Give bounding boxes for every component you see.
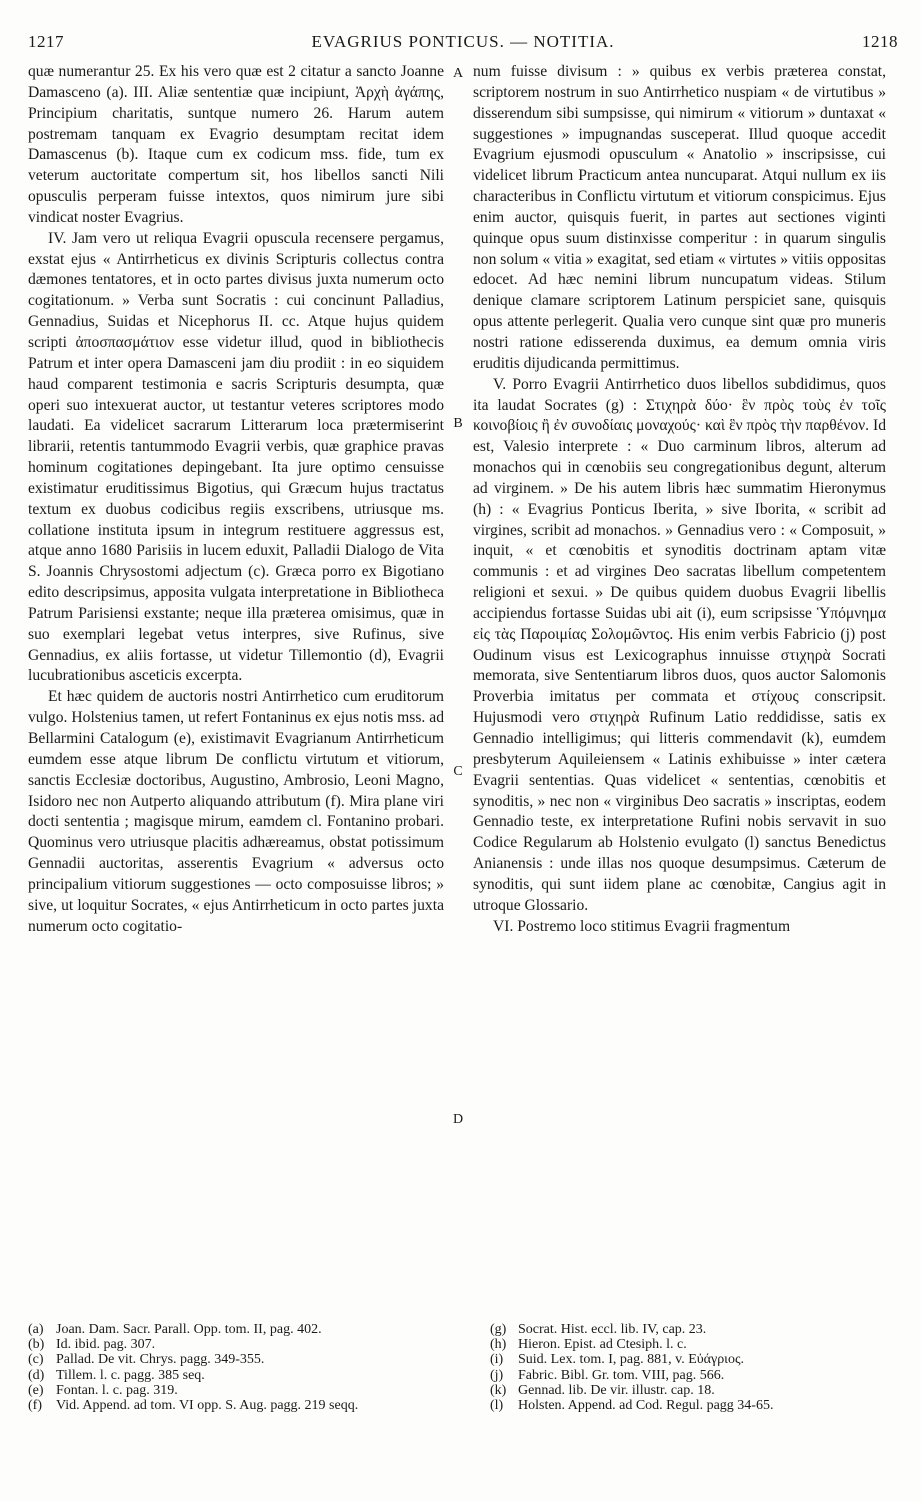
- footnote: [28, 1383, 448, 1398]
- margin-letter-d: D: [452, 1112, 464, 1127]
- footnotes-left: [28, 1322, 448, 1413]
- paragraph: quæ numerantur 25. Ex his vero quæ est 2 citatur a sancto Joanne Damasceno (a). III. Aliæ sententiæ quæ incipiunt, Ἀρχὴ ἀγάπης, Principium charitatis, suntque numero 26. Harum autem postremam tanquam ex Evagrio desumptam recitat idem Damascenus (b). Itaque cum ex codicum mss. fide, tum ex veterum auctoritate compertum sit, hos libellos sancti Nili opusculis perperam fuisse intextos, quos nimirum jure sibi vindicat noster Evagrius.: [28, 63, 444, 226]
- paragraph: Et hæc quidem de auctoris nostri Antirrhetico cum eruditorum vulgo. Holstenius tamen, ut refert Fontaninus ex ejus notis mss. ad Bellarmini Catalogum (e), existimavit Evagrianum Antirrheticum eumdem esse atque librum De conflictu virtutum et vitiorum, sanctis Ecclesiæ doctoribus, Augustino, Ambrosio, Leoni Magno, Isidoro nec non Autperto aliquando attributum (f). Mira plane viri docti sententia ; magisque mirum, eamdem cl. Fontanino probari. Quominus vero utriusque placitis adhæreamus, obstat potissimum Gennadii auctoritas, asserentis Evagrium « adversus octo principalium vitiorum suggestiones — octo composuisse libros; » sive, ut loquitur Socrates, « ejus Antirrheticum in octo partes juxta numerum octo cogitatio-: [28, 688, 444, 935]
- running-title: EVAGRIUS PONTICUS. — NOTITIA.: [311, 32, 615, 51]
- footnote: [490, 1368, 890, 1383]
- footnote: [28, 1352, 448, 1367]
- footnote-text: Pallad. De vit. Chrys. pagg. 349-355.: [56, 1352, 265, 1368]
- footnote: [490, 1383, 890, 1398]
- footnote-text: Fabric. Bibl. Gr. tom. VIII, pag. 566.: [518, 1367, 725, 1383]
- footnote-label: (b): [28, 1337, 45, 1353]
- margin-letter-c: C: [453, 764, 463, 779]
- footnote: [28, 1322, 448, 1337]
- paragraph: IV. Jam vero ut reliqua Evagrii opuscula recensere pergamus, exstat ejus « Antirrheticus ex divinis Scripturis collectus contra dæmones tentatores, et in octo partes divisus juxta numerum octo cogitationum. » Verba sunt Socratis : cui concinunt Palladius, Gennadius, Suidas et Nicephorus II. cc. Atque hujus quidem scripti ἀποσπασμάτιον esse videtur illud, quod in bibliothecis Patrum et inter opera Damasceni jam diu prodiit : in eo siquidem haud comparent testimonia e sacris Scripturis desumpta, quæ operi suo intexuerat auctor, ut testantur veteres scriptores modo laudati. Ea videlicet sacrarum Litterarum loca prætermiserint librarii, retentis tantummodo Evagrii verbis, quæ graphice pravas hominum cogitationes depingebant. Ita jure optimo censuisse existimatur eruditissimus Bigotius, qui Græcum hujus tractatus textum ex duobus codicibus regiis exscribens, utriusque ms. collatione instituta ipsum in integrum restituere aggressus est, atque anno 1680 Parisiis in lucem eduxit, Palladii Dialogo de Vita S. Joannis Chrysostomi adjectum (c). Græca porro ex Bigotiano edito descripsimus, apposita vulgata interpretatione in Bibliotheca Patrum Parisiensi exstante; neque illa præterea omisimus, quæ in suo exemplari legebat vetus interpres, sive Rufinus, sive Gennadius, ex aliis fortasse, ut videtur Tillemontio (d), Evagrii lucubrationibus asceticis excerpta.: [28, 229, 444, 685]
- margin-letter-a: A: [452, 66, 464, 81]
- paragraph: V. Porro Evagrii Antirrhetico duos libellos subdidimus, quos ita laudat Socrates (g) : Στιχηρὰ δύο· ἓν πρὸς τοὺς ἐν τοῖς κοινοβίοις ἢ ἐν συνοδίαις μοναχούς· καὶ ἓν πρὸς τὴν παρθένον. Id est, Valesio interprete : « Duo carminum libros, alterum ad monachos qui in cœnobiis seu congregationibus degunt, alterum ad virginem. » De his autem libris hæc summatim Hieronymus (h) : « Evagrius Ponticus Iberita, » sive Iborita, « scribit ad virgines, scribit ad monachos. » Gennadius vero : « Composuit, » inquit, « et cœnobitis et synoditis doctrinam aptam vitæ communis : et ad virgines Deo sacratas libellum competentem religioni et sexui. » De quibus quidem duobus Evagrii libellis accipiendus fortasse Suidas ubi ait (i), eum scripsisse Ὑπόμνημα εἰς τὰς Παροιμίας Σολομῶντος. His enim verbis Fabricio (j) post Oudinum visus est Lexicographus innuisse στιχηρὰ Socrati memorata, sive Sententiarum libros duos, quos auctor Salomonis Proverbia imitatus per commata et στίχους conscripsit. Hujusmodi vero στιχηρὰ Rufinum Latio reddidisse, satis ex Gennadio intelligimus; qui litteris commendavit (k), eumdem presbyterum Aquileiensem « Latinis exhibuisse » inter cætera Evagrii sententias. Quas videlicet « sententias, cœnobitis et synoditis, » nec non « virginibus Deo sacratis » inscriptas, eodem Gennadio teste, ex interpretatione Rufini nobis servavit in suo Codice Regularum ab Holstenio evulgato (l) sanctus Benedictus Anianensis : unde illas nos quoque desumpsimus. Cæterum de synoditis, qui sunt iidem plane ac cœnobitæ, Cangius agit in utroque Glossario.: [473, 375, 886, 914]
- footnote-label: (h): [490, 1337, 507, 1353]
- footnote: [28, 1398, 448, 1413]
- margin-letter-b: B: [453, 416, 463, 431]
- footnote-label: (j): [490, 1367, 504, 1383]
- footnote-text: Fontan. l. c. pag. 319.: [56, 1382, 178, 1398]
- footnote-label: (i): [490, 1352, 504, 1368]
- footnote-text: Joan. Dam. Sacr. Parall. Opp. tom. II, pag. 402.: [56, 1322, 322, 1337]
- footnote-text: Tillem. l. c. pagg. 385 seq.: [56, 1367, 205, 1383]
- footnote-text: Socrat. Hist. eccl. lib. IV, cap. 23.: [518, 1322, 707, 1337]
- footnote-label: (d): [28, 1367, 45, 1383]
- footnote-text: Id. ibid. pag. 307.: [56, 1337, 156, 1353]
- footnote: [28, 1368, 448, 1383]
- footnote-label: (k): [490, 1382, 507, 1398]
- footnote: [490, 1398, 890, 1413]
- footnote-label: (e): [28, 1382, 44, 1398]
- page-number-left: 1217: [28, 32, 64, 51]
- right-column: [473, 62, 886, 937]
- footnotes-right: [490, 1322, 890, 1413]
- footnote-label: (c): [28, 1352, 44, 1368]
- footnote: [490, 1322, 890, 1337]
- footnote: [490, 1352, 890, 1367]
- footnote-label: (g): [490, 1322, 507, 1337]
- footnote-text: Gennad. lib. De vir. illustr. cap. 18.: [518, 1382, 715, 1398]
- running-header: [28, 32, 898, 56]
- footnote-text: Holsten. Append. ad Cod. Regul. pagg 34-65.: [518, 1398, 774, 1414]
- footnote-label: (l): [490, 1398, 504, 1414]
- paragraph: num fuisse divisum : » quibus ex verbis præterea constat, scriptorem nostrum in suo Antirrhetico nuspiam « de virtutibus » disserendum sibi sumpsisse, qui nimirum « vitiorum » duntaxat « suggestiones » impugnandas susceperat. Illud quoque accedit Evagrium ejusmodi opusculum « Anatolio » inscripsisse, cui videlicet librum Practicum antea nuncuparat. Atqui nullum ex iis characteribus in Conflictu virtutum et vitiorum conspicimus. Ejus enim auctor, quisquis fuerit, in partes aut sectiones viginti quinque opus suum distinxisse comperitur : in quarum singulis non solum « vitia » exagitat, sed etiam « virtutes » vitiis oppositas edocet. Ad hæc nemini librum nuncupatum videas. Stilum denique clamare scriptorem Latinum perspiciet sane, quisquis opus attente perlegerit. Qualia vero cunque sint quæ pro muneris nostri ratione edisserenda duximus, ea demum omnia viris eruditis dijudicanda permittimus.: [473, 63, 886, 372]
- footnote: [28, 1337, 448, 1352]
- footnote-label: (f): [28, 1398, 42, 1414]
- footnote-text: Suid. Lex. tom. I, pag. 881, v. Εὐάγριος.: [518, 1352, 744, 1368]
- footnote-text: Vid. Append. ad tom. VI opp. S. Aug. pagg. 219 seqq.: [56, 1398, 359, 1414]
- footnote-text: Hieron. Epist. ad Ctesiph. l. c.: [518, 1337, 687, 1353]
- footnote-label: (a): [28, 1322, 44, 1337]
- paragraph: VI. Postremo loco stitimus Evagrii fragmentum: [493, 917, 791, 935]
- footnote: [490, 1337, 890, 1352]
- page-number-right: 1218: [862, 32, 898, 51]
- left-column: [28, 62, 444, 937]
